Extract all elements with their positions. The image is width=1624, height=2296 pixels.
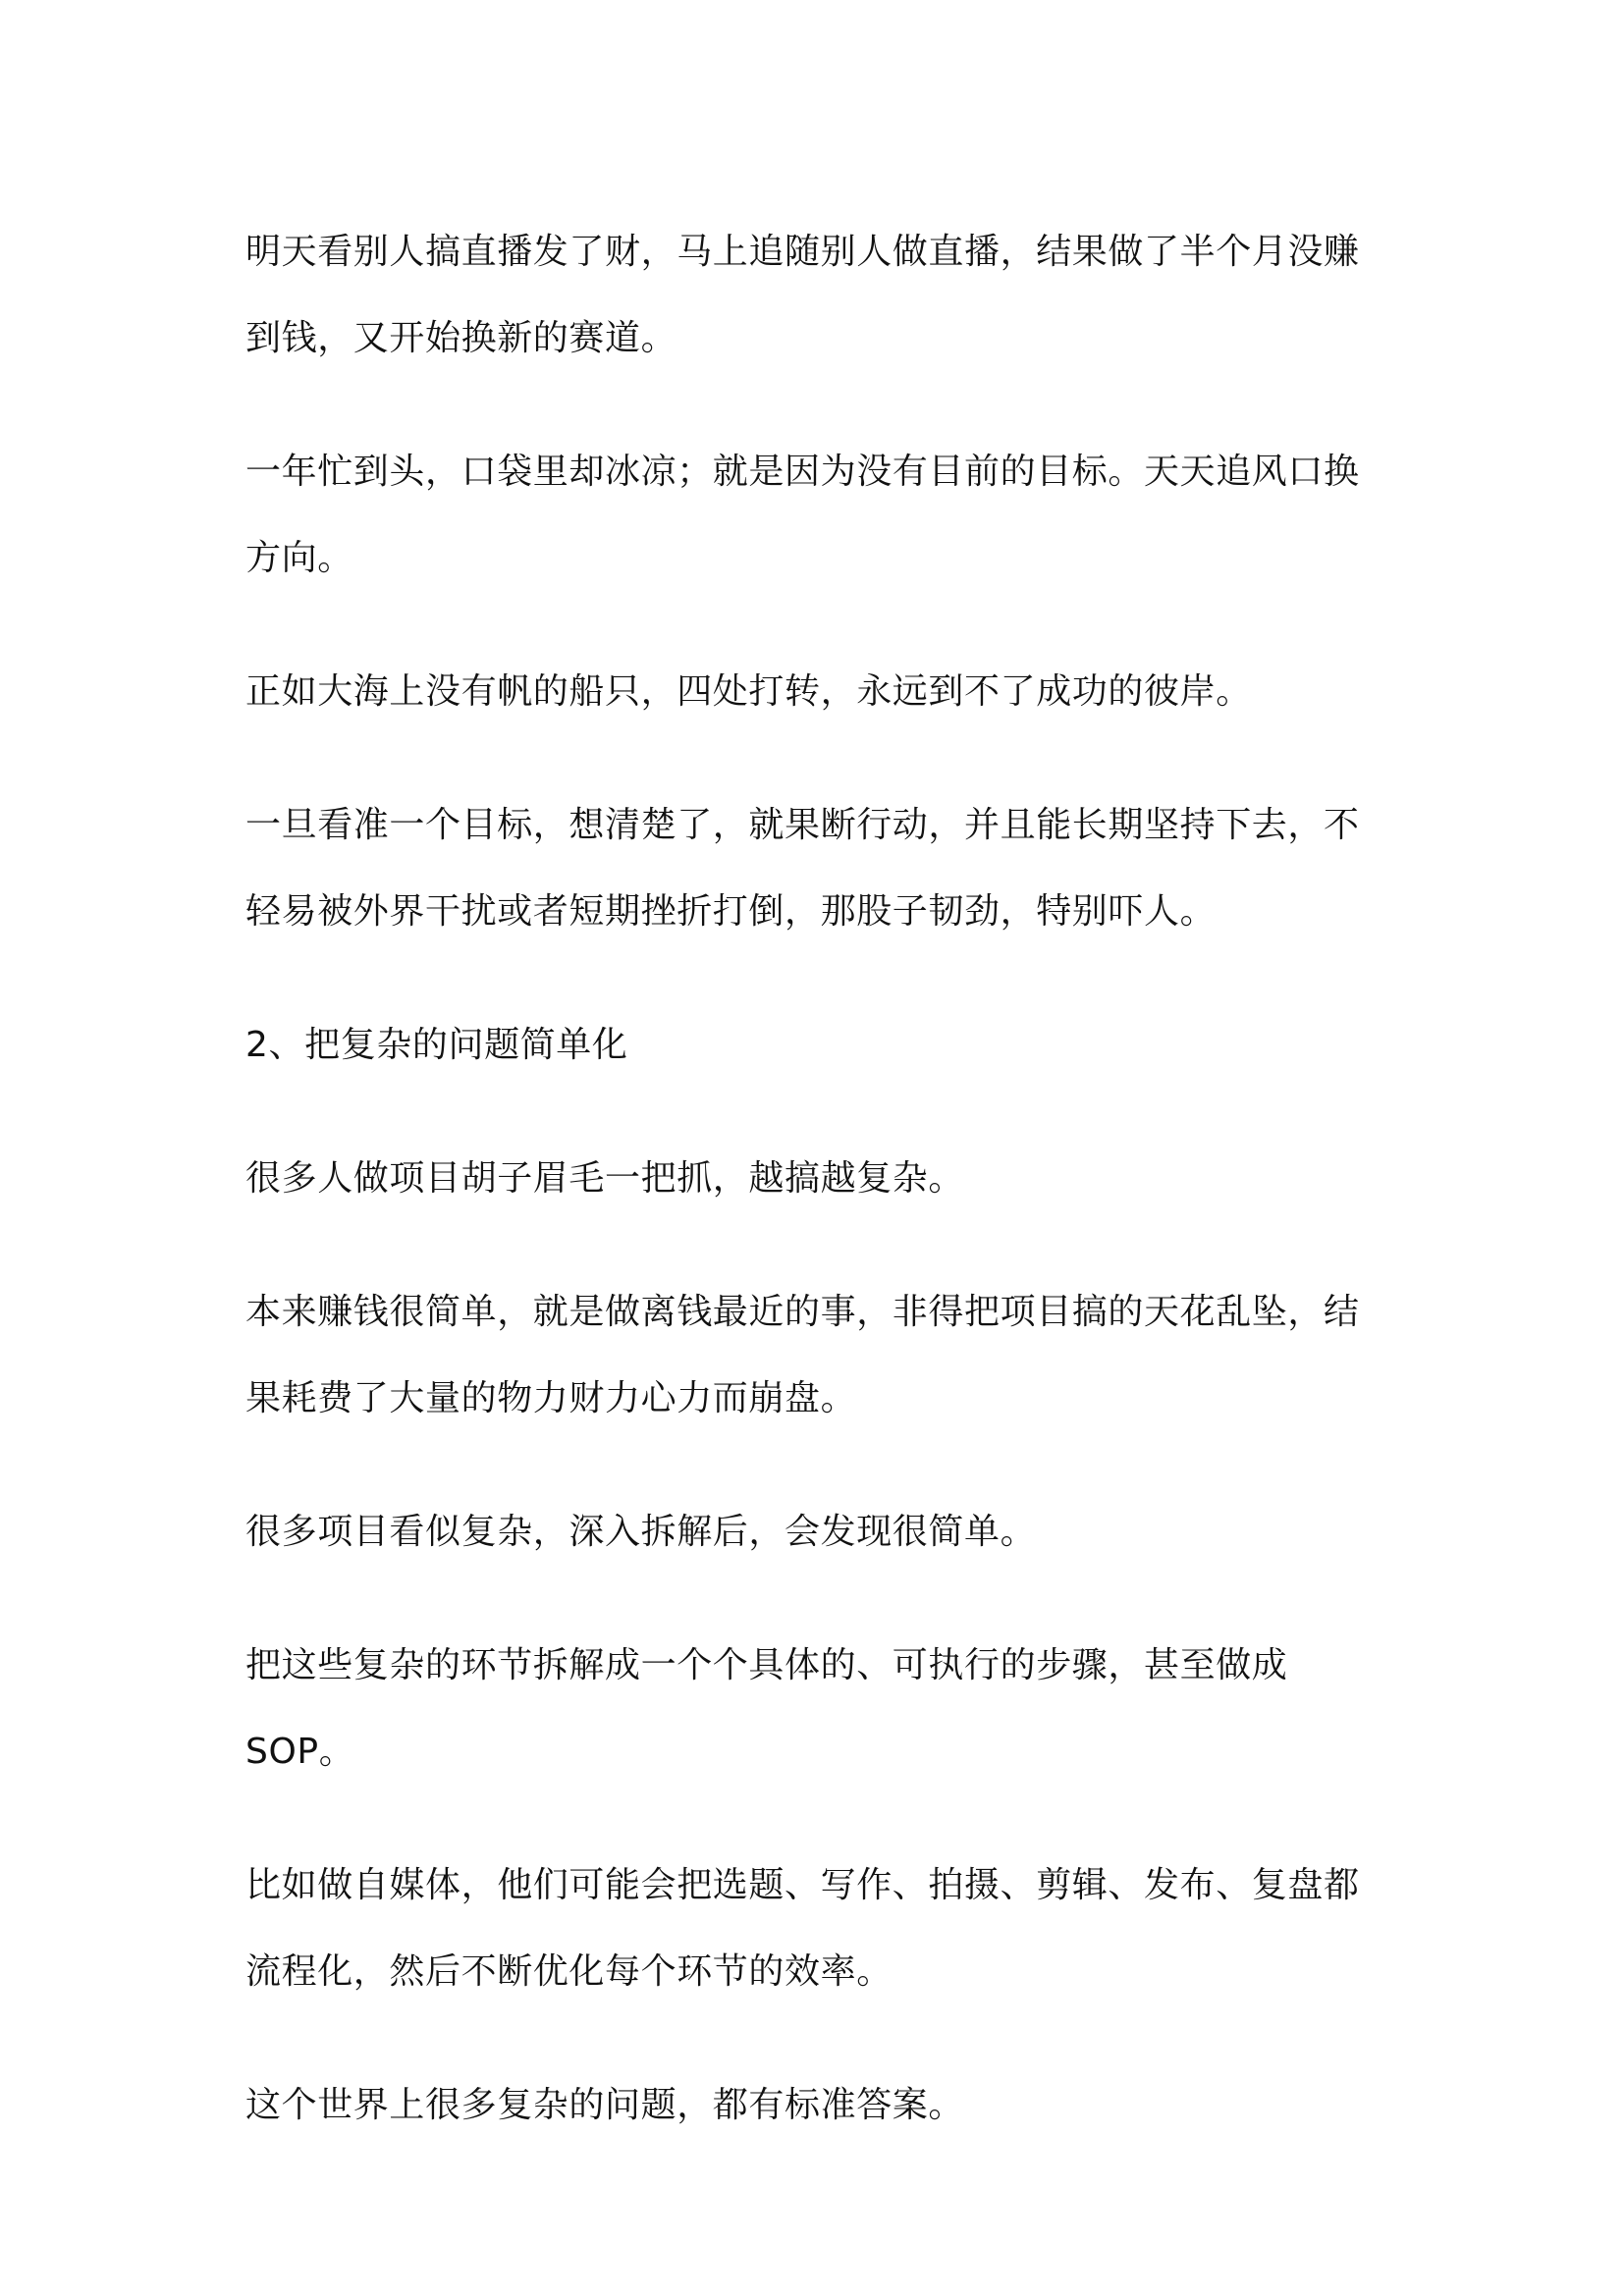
paragraph: 把这些复杂的环节拆解成一个个具体的、可执行的步骤，甚至做成 SOP。 — [245, 1645, 1288, 1772]
paragraph: 本来赚钱很简单，就是做离钱最近的事，非得把项目搞的天花乱坠，结果耗费了大量的物力财力心力而崩盘。 — [245, 1292, 1360, 1418]
paragraph: 很多项目看似复杂，深入拆解后，会发现很简单。 — [245, 1512, 1037, 1552]
paragraph: 很多人做项目胡子眉毛一把抓，越搞越复杂。 — [245, 1158, 965, 1199]
paragraph: 明天看别人搞直播发了财，马上追随别人做直播，结果做了半个月没赚到钱，又开始换新的赛道。 — [245, 232, 1360, 358]
paragraph: 比如做自媒体，他们可能会把选题、写作、拍摄、剪辑、发布、复盘都流程化，然后不断优化每个环节的效率。 — [245, 1865, 1360, 1992]
paragraph: 一年忙到头，口袋里却冰凉；就是因为没有目前的目标。天天追风口换方向。 — [245, 452, 1360, 578]
paragraph: 这个世界上很多复杂的问题，都有标准答案。 — [245, 2085, 965, 2125]
paragraph: 正如大海上没有帆的船只，四处打转，永远到不了成功的彼岸。 — [245, 671, 1252, 712]
section-heading: 2、把复杂的问题简单化 — [245, 1025, 628, 1065]
paragraph: 一旦看准一个目标，想清楚了，就果断行动，并且能长期坚持下去，不轻易被外界干扰或者短期挫折打倒，那股子韧劲，特别吓人。 — [245, 805, 1360, 932]
document-body — [245, 209, 1394, 2149]
